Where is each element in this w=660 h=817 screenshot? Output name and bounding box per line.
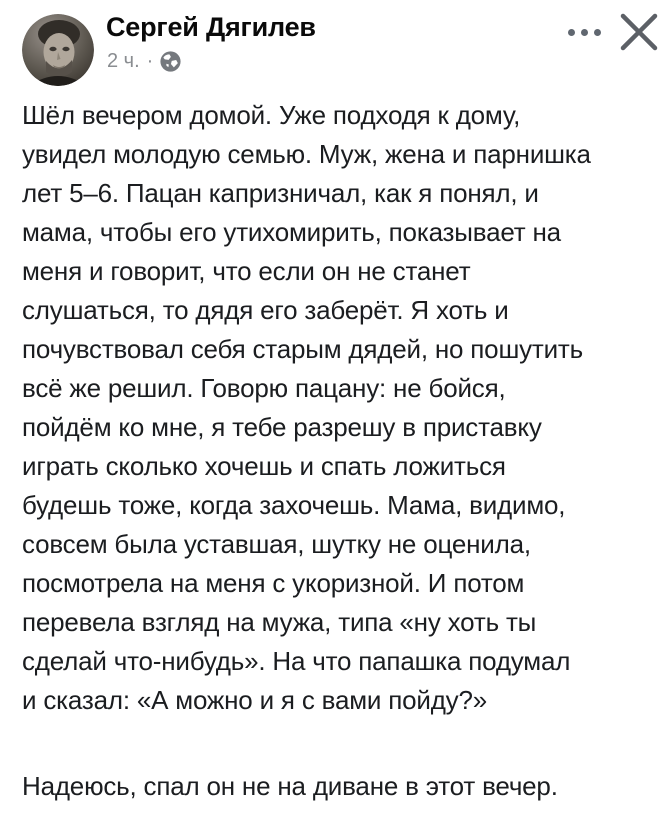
post-text-line: играть сколько хочешь и спать ложиться xyxy=(22,451,506,481)
more-options-button[interactable] xyxy=(562,20,606,44)
post-text-line: увидел молодую семью. Муж, жена и парнишка xyxy=(22,139,591,169)
post-text-line: посмотрела на меня с укоризной. И потом xyxy=(22,568,525,598)
post-text-line: лет 5–6. Пацан капризничал, как я понял, и xyxy=(22,178,539,208)
globe-icon xyxy=(160,51,181,72)
post-text-line: меня и говорит, что если он не станет xyxy=(22,256,471,286)
post-text-line: всё же решил. Говорю пацану: не бойся, xyxy=(22,373,506,403)
post-body xyxy=(22,96,660,806)
post-text-line: и сказал: «А можно и я с вами пойду?» xyxy=(22,685,487,715)
post-text-line: пойдём ко мне, я тебе разрешу в приставку xyxy=(22,412,542,442)
post-meta xyxy=(107,50,181,73)
post-text-line: почувствовал себя старым дядей, но пошутить xyxy=(22,334,583,364)
post-paragraph xyxy=(22,96,660,720)
post-header xyxy=(0,0,660,96)
three-dots-icon xyxy=(594,29,601,36)
author-name[interactable]: Сергей Дягилев xyxy=(106,12,316,42)
post-text-line: совсем была уставшая, шутку не оценила, xyxy=(22,529,531,559)
post-text-line: Шёл вечером домой. Уже подходя к дому, xyxy=(22,100,521,130)
post-text-line: будешь тоже, когда захочешь. Мама, видимо, xyxy=(22,490,566,520)
post-text-line: Надеюсь, спал он не на диване в этот вечер. xyxy=(22,771,558,801)
post-paragraph xyxy=(22,767,660,806)
three-dots-icon xyxy=(581,29,588,36)
three-dots-icon xyxy=(568,29,575,36)
post-text-line: перевела взгляд на мужа, типа «ну хоть ты xyxy=(22,607,537,637)
post-text-line: слушаться, то дядя его заберёт. Я хоть и xyxy=(22,295,509,325)
post-text-line: мама, чтобы его утихомирить, показывает на xyxy=(22,217,561,247)
timestamp[interactable]: 2 ч. xyxy=(107,50,140,72)
close-x-icon xyxy=(620,13,658,51)
avatar-portrait-image xyxy=(22,14,94,86)
post-text-line: сделай что-нибудь». На что папашка подумал xyxy=(22,646,571,676)
close-button[interactable] xyxy=(618,11,660,53)
meta-separator: · xyxy=(146,50,154,72)
avatar[interactable] xyxy=(22,14,94,86)
